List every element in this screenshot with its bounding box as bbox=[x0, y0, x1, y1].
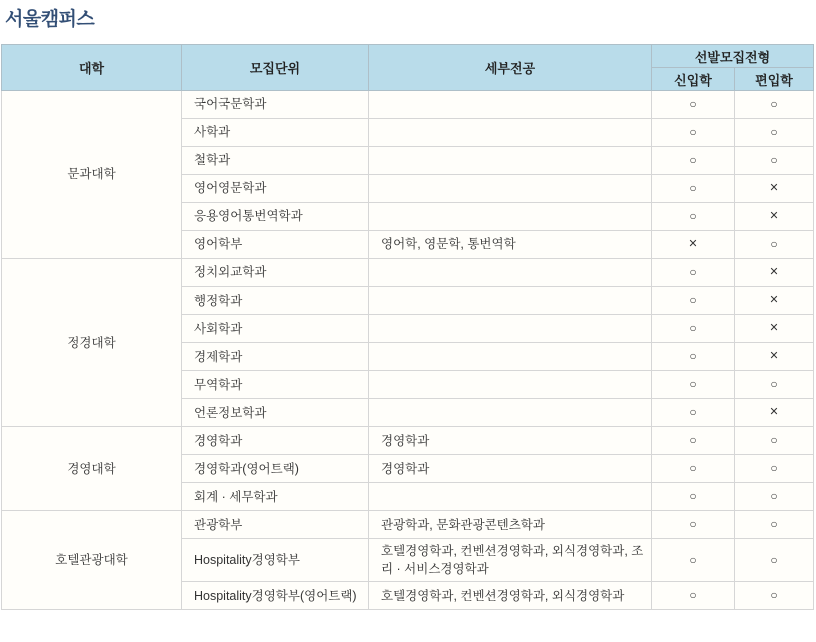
major-cell: 경영학과 bbox=[369, 455, 652, 483]
freshman-mark: ○ bbox=[652, 315, 735, 343]
freshman-mark: ○ bbox=[652, 399, 735, 427]
freshman-mark: ○ bbox=[652, 287, 735, 315]
college-cell: 문과대학 bbox=[2, 91, 182, 259]
major-cell: 영어학, 영문학, 통번역학 bbox=[369, 231, 652, 259]
transfer-mark: ○ bbox=[735, 91, 814, 119]
header-freshman: 신입학 bbox=[652, 68, 735, 91]
transfer-mark: ○ bbox=[735, 119, 814, 147]
unit-cell: 영어학부 bbox=[182, 231, 369, 259]
table-header bbox=[2, 45, 814, 91]
unit-cell: 언론정보학과 bbox=[182, 399, 369, 427]
unit-cell: 경영학과(영어트랙) bbox=[182, 455, 369, 483]
header-major: 세부전공 bbox=[369, 45, 652, 91]
transfer-mark: ○ bbox=[735, 582, 814, 610]
table-row bbox=[2, 427, 814, 455]
transfer-mark: ○ bbox=[735, 511, 814, 539]
major-cell: 호텔경영학과, 컨벤션경영학과, 외식경영학과 bbox=[369, 582, 652, 610]
transfer-mark: ○ bbox=[735, 231, 814, 259]
header-row-main bbox=[2, 45, 814, 68]
freshman-mark: ○ bbox=[652, 147, 735, 175]
transfer-mark: ○ bbox=[735, 455, 814, 483]
transfer-mark: × bbox=[735, 203, 814, 231]
freshman-mark: ○ bbox=[652, 539, 735, 582]
unit-cell: 국어국문학과 bbox=[182, 91, 369, 119]
table-body bbox=[2, 91, 814, 610]
freshman-mark: ○ bbox=[652, 427, 735, 455]
freshman-mark: ○ bbox=[652, 91, 735, 119]
freshman-mark: ○ bbox=[652, 511, 735, 539]
table-row bbox=[2, 259, 814, 287]
unit-cell: 응용영어통번역학과 bbox=[182, 203, 369, 231]
major-cell: 경영학과 bbox=[369, 427, 652, 455]
unit-cell: 관광학부 bbox=[182, 511, 369, 539]
transfer-mark: × bbox=[735, 315, 814, 343]
unit-cell: 사학과 bbox=[182, 119, 369, 147]
unit-cell: 경제학과 bbox=[182, 343, 369, 371]
major-cell bbox=[369, 175, 652, 203]
major-cell bbox=[369, 315, 652, 343]
college-cell: 경영대학 bbox=[2, 427, 182, 511]
freshman-mark: ○ bbox=[652, 175, 735, 203]
unit-cell: 행정학과 bbox=[182, 287, 369, 315]
major-cell bbox=[369, 343, 652, 371]
major-cell bbox=[369, 483, 652, 511]
freshman-mark: ○ bbox=[652, 455, 735, 483]
admissions-table bbox=[1, 44, 814, 610]
unit-cell: 사회학과 bbox=[182, 315, 369, 343]
major-cell: 관광학과, 문화관광콘텐츠학과 bbox=[369, 511, 652, 539]
major-cell: 호텔경영학과, 컨벤션경영학과, 외식경영학과, 조리 · 서비스경영학과 bbox=[369, 539, 652, 582]
unit-cell: 영어영문학과 bbox=[182, 175, 369, 203]
major-cell bbox=[369, 399, 652, 427]
college-cell: 호텔관광대학 bbox=[2, 511, 182, 610]
transfer-mark: × bbox=[735, 259, 814, 287]
table-row bbox=[2, 511, 814, 539]
transfer-mark: ○ bbox=[735, 539, 814, 582]
transfer-mark: × bbox=[735, 399, 814, 427]
transfer-mark: ○ bbox=[735, 427, 814, 455]
transfer-mark: × bbox=[735, 287, 814, 315]
freshman-mark: ○ bbox=[652, 343, 735, 371]
major-cell bbox=[369, 147, 652, 175]
major-cell bbox=[369, 259, 652, 287]
major-cell bbox=[369, 287, 652, 315]
header-college: 대학 bbox=[2, 45, 182, 91]
unit-cell: Hospitality경영학부 bbox=[182, 539, 369, 582]
header-unit: 모집단위 bbox=[182, 45, 369, 91]
transfer-mark: × bbox=[735, 343, 814, 371]
freshman-mark: × bbox=[652, 231, 735, 259]
major-cell bbox=[369, 203, 652, 231]
transfer-mark: × bbox=[735, 175, 814, 203]
unit-cell: 무역학과 bbox=[182, 371, 369, 399]
unit-cell: 정치외교학과 bbox=[182, 259, 369, 287]
header-transfer: 편입학 bbox=[735, 68, 814, 91]
unit-cell: 회계 · 세무학과 bbox=[182, 483, 369, 511]
unit-cell: 철학과 bbox=[182, 147, 369, 175]
freshman-mark: ○ bbox=[652, 371, 735, 399]
transfer-mark: ○ bbox=[735, 371, 814, 399]
page-title: 서울캠퍼스 bbox=[5, 9, 95, 30]
major-cell bbox=[369, 119, 652, 147]
major-cell bbox=[369, 371, 652, 399]
college-cell: 정경대학 bbox=[2, 259, 182, 427]
freshman-mark: ○ bbox=[652, 259, 735, 287]
transfer-mark: ○ bbox=[735, 147, 814, 175]
freshman-mark: ○ bbox=[652, 119, 735, 147]
transfer-mark: ○ bbox=[735, 483, 814, 511]
freshman-mark: ○ bbox=[652, 582, 735, 610]
freshman-mark: ○ bbox=[652, 203, 735, 231]
freshman-mark: ○ bbox=[652, 483, 735, 511]
unit-cell: Hospitality경영학부(영어트랙) bbox=[182, 582, 369, 610]
unit-cell: 경영학과 bbox=[182, 427, 369, 455]
header-selection: 선발모집전형 bbox=[652, 45, 814, 68]
table-row bbox=[2, 91, 814, 119]
major-cell bbox=[369, 91, 652, 119]
